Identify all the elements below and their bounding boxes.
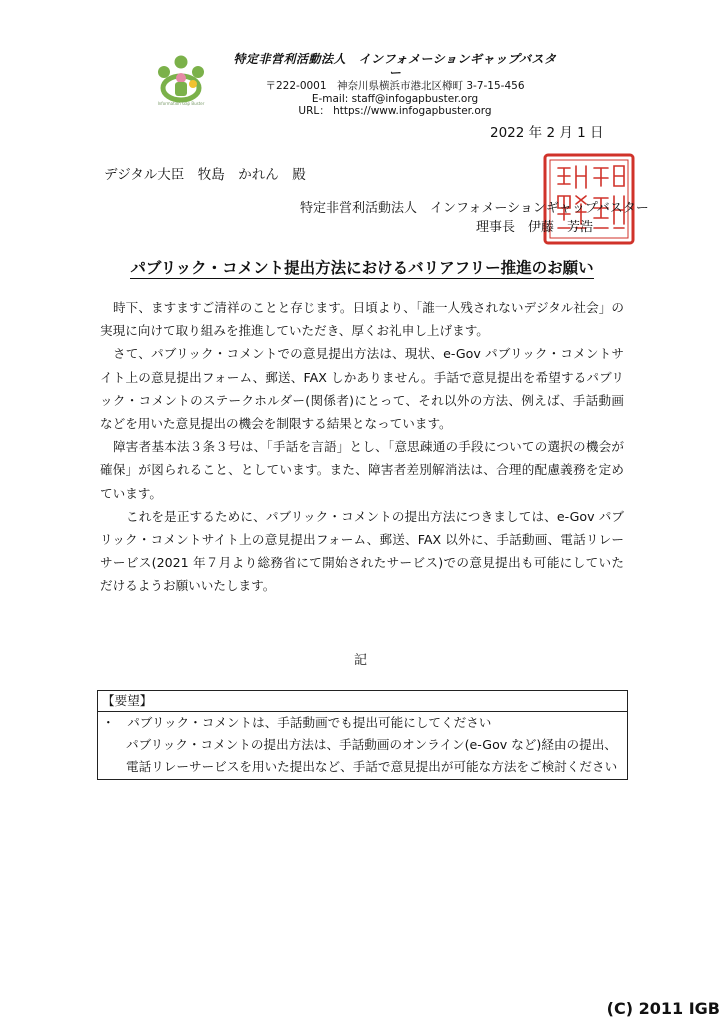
paragraph: これを是正するために、パブリック・コメントの提出方法につきましては、e-Gov パブリック・コメントサイト上の意見提出フォーム、郵送、FAX 以外に、手話動画、電話リレーサービス(2021 年７月より総務省にて開始されたサービス)での意見提出も可能にしていただけるようお願いいたします。 <box>100 508 624 594</box>
request-bullet: ・ パブリック・コメントは、手話動画でも提出可能にしてください <box>102 715 492 730</box>
request-detail: パブリック・コメントの提出方法は、手話動画のオンライン(e-Gov など)経由の提出、 <box>126 737 617 753</box>
org-url: URL： https://www.infogapbuster.org <box>298 105 492 117</box>
paragraph: さて、パブリック・コメントでの意見提出方法は、現状、e-Gov パブリック・コメントサイト上の意見提出フォーム、郵送、FAX しかありません。手話で意見提出を希望するパブリック・コメントのステークホルダー(関係者)にとって、それ以外の方法、例えば、手話動画などを用いた意見提出の機会を制限する結果となっています。 <box>100 346 624 432</box>
org-address: 〒222-0001 神奈川県横浜市港北区樽町 3-7-15-456 <box>265 80 525 92</box>
letter-title-text: パブリック・コメント提出方法におけるバリアフリー推進のお願い <box>130 259 594 277</box>
addressee: デジタル大臣 牧島 かれん 殿 <box>104 167 306 183</box>
request-header: 【要望】 <box>98 691 627 712</box>
org-email: E-mail: staff@infogapbuster.org <box>311 92 479 105</box>
letter-body <box>100 296 624 598</box>
sender-person: 理事長 伊藤 芳浩 <box>476 220 594 235</box>
ki-mark: 記 <box>354 653 368 668</box>
sender-org: 特定非営利活動法人 インフォメーションギャップバスター <box>300 201 649 216</box>
paragraph: 時下、ますますご清祥のことと存じます。日頃より、「誰一人残されないデジタル社会」の実現に向けて取り組みを推進していただき、厚くお礼申し上げます。 <box>100 300 624 339</box>
org-name: 特定非営利活動法人 インフォメーションギャップバスター <box>233 52 557 80</box>
request-box <box>97 690 628 780</box>
paragraph: 障害者基本法３条３号は、「手話を言語」とし、「意思疎通の手段についての選択の機会が確保」が図られること、としています。また、障害者差別解消法は、合理的配慮義務を定めています。 <box>100 439 624 501</box>
letter-title <box>0 256 724 278</box>
org-header <box>230 52 560 118</box>
request-detail: 電話リレーサービスを用いた提出など、手話で意見提出が可能な方法をご検討ください <box>126 759 618 775</box>
copyright-notice: (C) 2011 IGB <box>606 999 720 1018</box>
logo-caption: Information Gap Buster <box>157 101 205 106</box>
letter-date: 2022 年 2 月 1 日 <box>490 125 604 141</box>
